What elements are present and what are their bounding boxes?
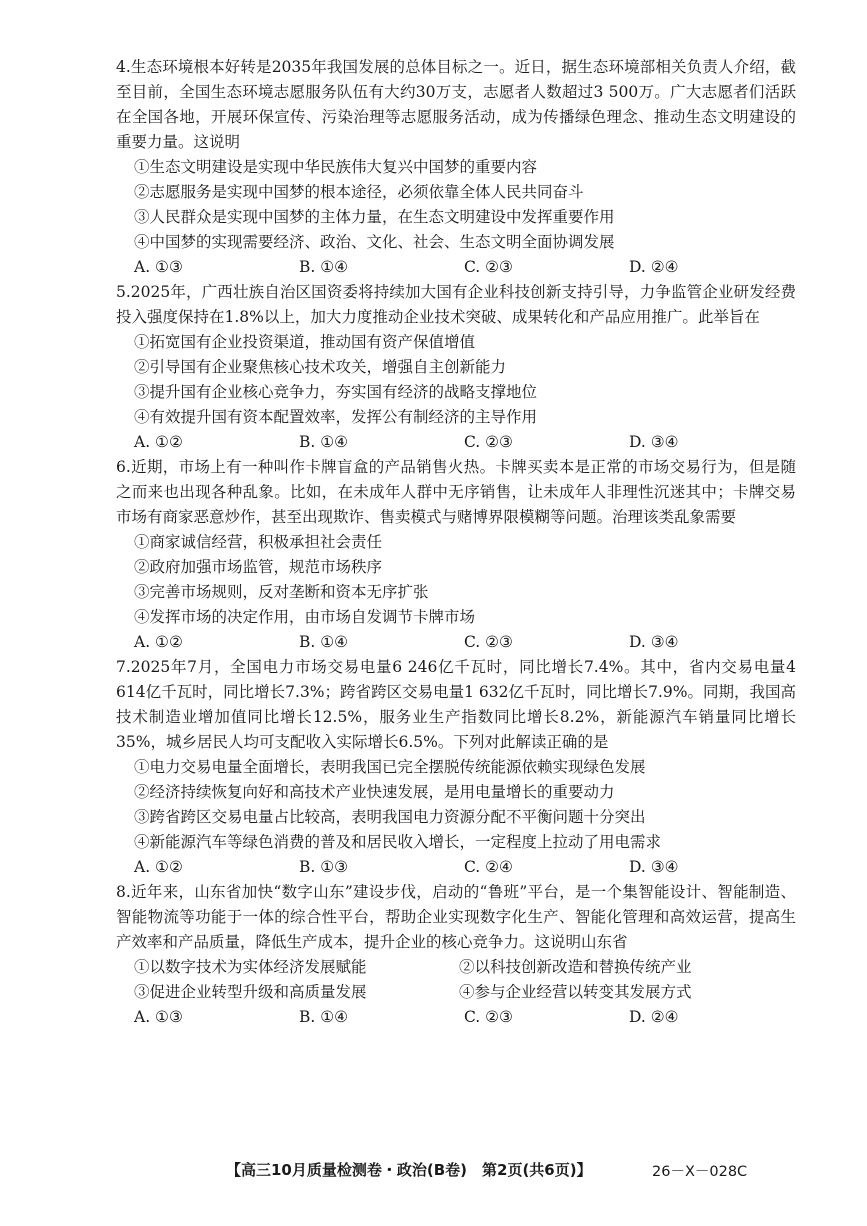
statement-3: ③跨省跨区交易电量占比较高，表明我国电力资源分配不平衡问题十分突出 <box>134 808 646 826</box>
answer-choices <box>134 855 796 880</box>
question-stem: 7.2025年7月，全国电力市场交易电量6 246亿千瓦时，同比增长7.4%。其中，省内交易电量4 614亿千瓦时，同比增长7.3%；跨省跨区交易电量1 632亿千瓦时，同比增长7.9%。同期，我国高技术制造业增加值同比增长12.5%，服务业生产指数同比增长8.2%，新能源汽车销量同比增长35%，城乡居民人均可支配收入实际增长6.5%。下列对此解读正确的是 <box>116 658 796 751</box>
choice-d: D. ②④ <box>629 1008 679 1026</box>
question-5 <box>116 280 796 455</box>
statement-4: ④发挥市场的决定作用，由市场自发调节卡牌市场 <box>134 608 476 626</box>
choice-b: B. ①③ <box>299 858 349 876</box>
statement-3: ③提升国有企业核心竞争力，夯实国有经济的战略支撑地位 <box>134 383 538 401</box>
statement-4: ④新能源汽车等绿色消费的普及和居民收入增长，一定程度上拉动了用电需求 <box>134 833 662 851</box>
choice-c: C. ②③ <box>464 433 513 451</box>
choice-d: D. ③④ <box>629 858 679 876</box>
choice-b: B. ①④ <box>299 258 349 276</box>
paper-code: 26－X－028C <box>652 1164 748 1180</box>
choice-a: A. ①③ <box>134 1008 183 1026</box>
statement-3: ③促进企业转型升级和高质量发展 <box>134 983 367 1001</box>
answer-choices <box>134 630 796 655</box>
question-stem: 4.生态环境根本好转是2035年我国发展的总体目标之一。近日，据生态环境部相关负责人介绍，截至目前，全国生态环境志愿服务队伍有大约30万支，志愿者人数超过3 500万。广大志愿者们活跃在全国各地，开展环保宣传、污染治理等志愿服务活动，成为传播绿色理念、推动生态文明建设的重要力量。这说明 <box>116 58 796 151</box>
statement-1: ①拓宽国有企业投资渠道，推动国有资产保值增值 <box>134 333 476 351</box>
question-stem: 6.近期，市场上有一种叫作卡牌盲盒的产品销售火热。卡牌买卖本是正常的市场交易行为，但是随之而来也出现各种乱象。比如，在未成年人群中无序销售，让未成年人非理性沉迷其中；卡牌交易市场有商家恶意炒作，甚至出现欺诈、售卖模式与赌博界限模糊等问题。治理该类乱象需要 <box>116 458 796 526</box>
statement-2: ②以科技创新改造和替换传统产业 <box>459 958 692 976</box>
choice-c: C. ②③ <box>464 258 513 276</box>
choice-d: D. ③④ <box>629 433 679 451</box>
choice-b: B. ①④ <box>299 633 349 651</box>
choice-a: A. ①② <box>134 633 183 651</box>
answer-choices <box>134 1005 796 1030</box>
choice-c: C. ②③ <box>464 633 513 651</box>
choice-d: D. ③④ <box>629 633 679 651</box>
question-stem: 8.近年来，山东省加快“数字山东”建设步伐，启动的“鲁班”平台，是一个集智能设计、智能制造、智能物流等功能于一体的综合性平台，帮助企业实现数字化生产、智能化管理和高效运营，提高生产效率和产品质量，降低生产成本，提升企业的核心竞争力。这说明山东省 <box>116 883 796 951</box>
statement-1: ①生态文明建设是实现中华民族伟大复兴中国梦的重要内容 <box>134 158 538 176</box>
statement-2: ②经济持续恢复向好和高技术产业快速发展，是用电量增长的重要动力 <box>134 783 615 801</box>
statement-1: ①电力交易电量全面增长，表明我国已完全摆脱传统能源依赖实现绿色发展 <box>134 758 646 776</box>
choice-a: A. ①② <box>134 433 183 451</box>
choice-d: D. ②④ <box>629 258 679 276</box>
question-4 <box>116 55 796 280</box>
choice-c: C. ②④ <box>464 858 513 876</box>
question-8 <box>116 880 796 1030</box>
statement-4: ④参与企业经营以转变其发展方式 <box>459 983 692 1001</box>
choice-c: C. ②③ <box>464 1008 513 1026</box>
statement-4: ④中国梦的实现需要经济、政治、文化、社会、生态文明全面协调发展 <box>134 233 615 251</box>
statement-4: ④有效提升国有资本配置效率，发挥公有制经济的主导作用 <box>134 408 538 426</box>
statement-2: ②引导国有企业聚焦核心技术攻关，增强自主创新能力 <box>134 358 507 376</box>
exam-page <box>116 55 796 1030</box>
answer-choices <box>134 430 796 455</box>
statement-2: ②志愿服务是实现中国梦的根本途径，必须依靠全体人民共同奋斗 <box>134 183 584 201</box>
choice-b: B. ①④ <box>299 1008 349 1026</box>
statement-2: ②政府加强市场监管，规范市场秩序 <box>134 558 383 576</box>
question-6 <box>116 455 796 655</box>
statement-3: ③完善市场规则，反对垄断和资本无序扩张 <box>134 583 429 601</box>
answer-choices <box>134 255 796 280</box>
choice-b: B. ①④ <box>299 433 349 451</box>
statement-3: ③人民群众是实现中国梦的主体力量，在生态文明建设中发挥重要作用 <box>134 208 615 226</box>
question-7 <box>116 655 796 880</box>
statement-1: ①商家诚信经营，积极承担社会责任 <box>134 533 383 551</box>
page-footer-title: 【高三10月质量检测卷・政治(B卷) 第2页(共6页)】 <box>226 1161 592 1179</box>
choice-a: A. ①③ <box>134 258 183 276</box>
statement-1: ①以数字技术为实体经济发展赋能 <box>134 958 367 976</box>
statement-grid <box>134 955 796 1005</box>
choice-a: A. ①② <box>134 858 183 876</box>
question-stem: 5.2025年，广西壮族自治区国资委将持续加大国有企业科技创新支持引导，力争监管企业研发经费投入强度保持在1.8%以上，加大力度推动企业技术突破、成果转化和产品应用推广。此举旨在 <box>116 283 796 326</box>
